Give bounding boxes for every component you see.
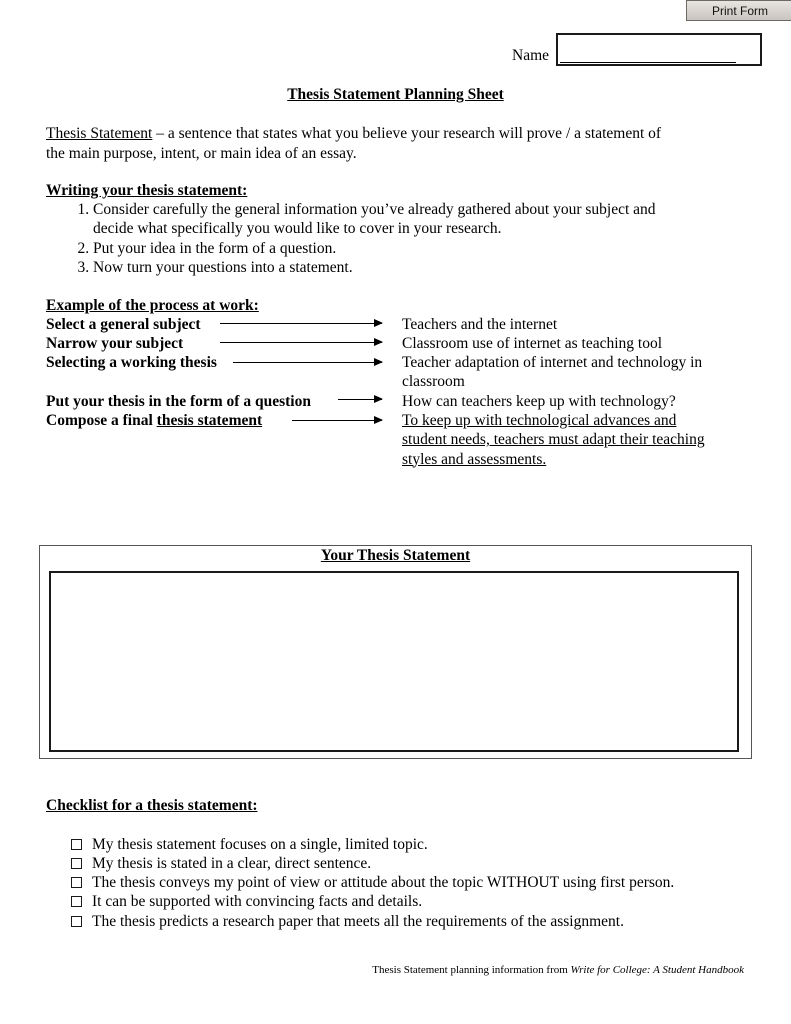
arrow-icon bbox=[292, 420, 382, 421]
example-value-working: Teacher adaptation of internet and technology in classroom bbox=[402, 354, 703, 391]
source-credit: Thesis Statement planning information from Write for College: A Student Handbook bbox=[372, 964, 744, 976]
example-value-subject: Teachers and the internet bbox=[402, 316, 558, 333]
checkbox[interactable] bbox=[71, 858, 82, 869]
definition-text-line1: – a sentence that states what you believe your research will prove / a statement of bbox=[152, 125, 662, 142]
checklist-item: My thesis is stated in a clear, direct sentence. bbox=[70, 854, 371, 873]
arrow-icon bbox=[338, 399, 382, 400]
example-label-subject: Select a general subject bbox=[46, 316, 201, 333]
example-heading: Example of the process at work: bbox=[46, 297, 259, 314]
definition-text-line2: the main purpose, intent, or main idea of an essay. bbox=[46, 144, 357, 162]
page-title: Thesis Statement Planning Sheet bbox=[287, 86, 504, 103]
thesis-definition bbox=[46, 124, 746, 163]
writing-step: 1. Consider carefully the general information you’ve already gathered about your subject and decide what specifically you would like to cover in your research. bbox=[93, 200, 783, 239]
thesis-statement-textarea[interactable] bbox=[49, 571, 739, 752]
example-label-working: Selecting a working thesis bbox=[46, 354, 217, 371]
definition-term: Thesis Statement bbox=[46, 125, 153, 142]
checkbox[interactable] bbox=[71, 877, 82, 888]
name-label: Name bbox=[512, 47, 550, 64]
arrow-icon bbox=[233, 362, 382, 363]
example-value-narrow: Classroom use of internet as teaching tool bbox=[402, 335, 662, 352]
checkbox[interactable] bbox=[71, 896, 82, 907]
example-value-final: To keep up with technological advances and student needs, teachers must adapt their teaching styles and assessments. bbox=[402, 412, 705, 468]
name-underline bbox=[560, 62, 736, 63]
your-thesis-heading: Your Thesis Statement bbox=[320, 547, 471, 564]
checklist-item: The thesis predicts a research paper that meets all the requirements of the assignment. bbox=[70, 912, 624, 931]
checkbox[interactable] bbox=[71, 839, 82, 850]
example-value-question: How can teachers keep up with technology? bbox=[402, 393, 676, 410]
writing-step: 2. Put your idea in the form of a question. bbox=[93, 239, 783, 258]
checklist-item: The thesis conveys my point of view or attitude about the topic WITHOUT using first person. bbox=[70, 873, 674, 892]
checklist-item: It can be supported with convincing facts and details. bbox=[70, 892, 422, 911]
arrow-icon bbox=[220, 323, 382, 324]
checklist-heading: Checklist for a thesis statement: bbox=[46, 797, 258, 814]
writing-steps-list bbox=[46, 200, 783, 277]
example-label-final: Compose a final thesis statement bbox=[46, 412, 263, 429]
print-form-button[interactable]: Print Form bbox=[686, 0, 791, 21]
checklist-item: My thesis statement focuses on a single, limited topic. bbox=[70, 835, 428, 854]
arrow-icon bbox=[220, 342, 382, 343]
example-label-question: Put your thesis in the form of a question bbox=[46, 393, 311, 410]
writing-heading: Writing your thesis statement: bbox=[46, 182, 248, 199]
checkbox[interactable] bbox=[71, 916, 82, 927]
example-label-narrow: Narrow your subject bbox=[46, 335, 184, 352]
writing-step: 3. Now turn your questions into a statement. bbox=[93, 258, 783, 277]
